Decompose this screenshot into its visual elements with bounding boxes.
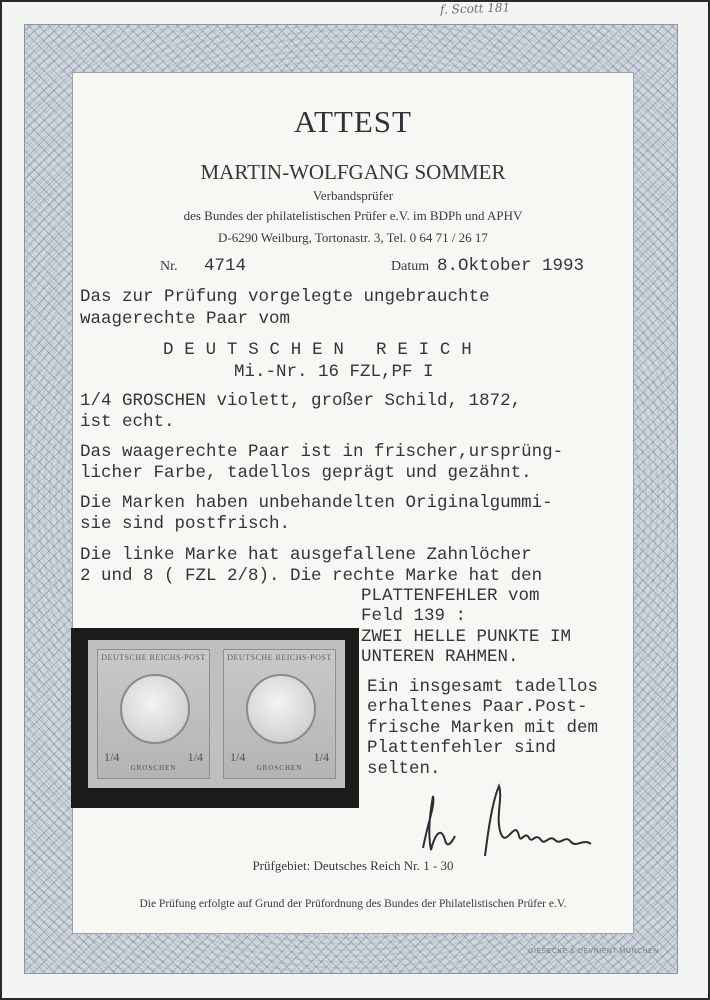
stamp-right-fraction-right: 1/4	[313, 750, 329, 764]
text-plate-1: PLATTENFEHLER vom	[361, 586, 540, 606]
text-item-1: 1/4 GROSCHEN violett, großer Schild, 1872,	[80, 391, 522, 411]
stamp-right-denomination: GROSCHEN	[256, 764, 303, 772]
text-summary-3: frische Marken mit dem	[367, 718, 599, 738]
text-intro-1: Das zur Prüfung vorgelegte ungebrauchte	[80, 287, 490, 307]
text-plate-2: Feld 139 :	[361, 606, 467, 626]
stamp-left-fraction-left: 1/4	[104, 750, 120, 764]
text-catalog: Mi.-Nr. 16 FZL,PF I	[234, 362, 434, 382]
stamp-right-fraction-left: 1/4	[230, 750, 246, 764]
margin-note: f. Scott 181	[439, 0, 511, 17]
text-summary-4: Plattenfehler sind	[367, 738, 557, 758]
text-gum-1: Die Marken haben unbehandelten Originalgummi-	[80, 493, 553, 513]
stamp-right	[214, 640, 345, 788]
date-label: Datum	[391, 259, 430, 274]
text-summary-2: erhaltenes Paar.Post-	[367, 697, 588, 717]
text-summary-5: selten.	[367, 759, 441, 779]
stamp-left-frame	[97, 649, 210, 779]
text-gum-2: sie sind postfrisch.	[80, 514, 291, 534]
footer-scope: Prüfgebiet: Deutsches Reich Nr. 1 - 30	[252, 858, 454, 873]
stamp-right-legend: DEUTSCHE REICHS-POST	[227, 653, 332, 662]
eagle-shield-icon	[246, 674, 316, 744]
nr-label: Nr.	[160, 259, 178, 274]
stamp-left	[88, 640, 219, 788]
stamp-left-denomination: GROSCHEN	[130, 764, 177, 772]
stamp-left-fraction-right: 1/4	[187, 750, 203, 764]
text-intro-2: waagerechte Paar vom	[80, 309, 291, 329]
examiner-signature	[415, 778, 605, 868]
certificate-title: ATTEST	[294, 104, 412, 139]
text-condition-2: licher Farbe, tadellos geprägt und gezähnt.	[80, 463, 532, 483]
text-plate-4: UNTEREN RAHMEN.	[361, 647, 519, 667]
text-condition-1: Das waagerechte Paar ist in frischer,ursprüng-	[80, 442, 564, 462]
text-perf-2: 2 und 8 ( FZL 2/8). Die rechte Marke hat den	[80, 566, 543, 586]
stamp-left-legend: DEUTSCHE REICHS-POST	[101, 653, 206, 662]
text-country: DEUTSCHEN REICH	[163, 340, 483, 360]
examiner-association: des Bundes der philatelistischen Prüfer e.V. im BDPh und APHV	[183, 208, 523, 223]
examiner-address: D-6290 Weilburg, Tortonastr. 3, Tel. 0 64 71 / 26 17	[218, 230, 488, 245]
certificate-number: 4714	[204, 256, 247, 276]
text-plate-3: ZWEI HELLE PUNKTE IM	[361, 627, 572, 647]
eagle-shield-icon	[120, 674, 190, 744]
certificate-date: 8.Oktober 1993	[437, 256, 585, 276]
printer-imprint: GIESECKE & DEVRIENT MÜNCHEN	[528, 948, 659, 955]
text-item-2: ist echt.	[80, 412, 175, 432]
stamp-right-frame	[223, 649, 336, 779]
footer-regulation: Die Prüfung erfolgte auf Grund der Prüfordnung des Bundes der Philatelistischen Prüfer e.V.	[139, 898, 567, 910]
examiner-name: MARTIN-WOLFGANG SOMMER	[200, 160, 506, 184]
text-perf-1: Die linke Marke hat ausgefallene Zahnlöcher	[80, 545, 532, 565]
examiner-role: Verbandsprüfer	[312, 188, 394, 203]
text-summary-1: Ein insgesamt tadellos	[367, 677, 599, 697]
